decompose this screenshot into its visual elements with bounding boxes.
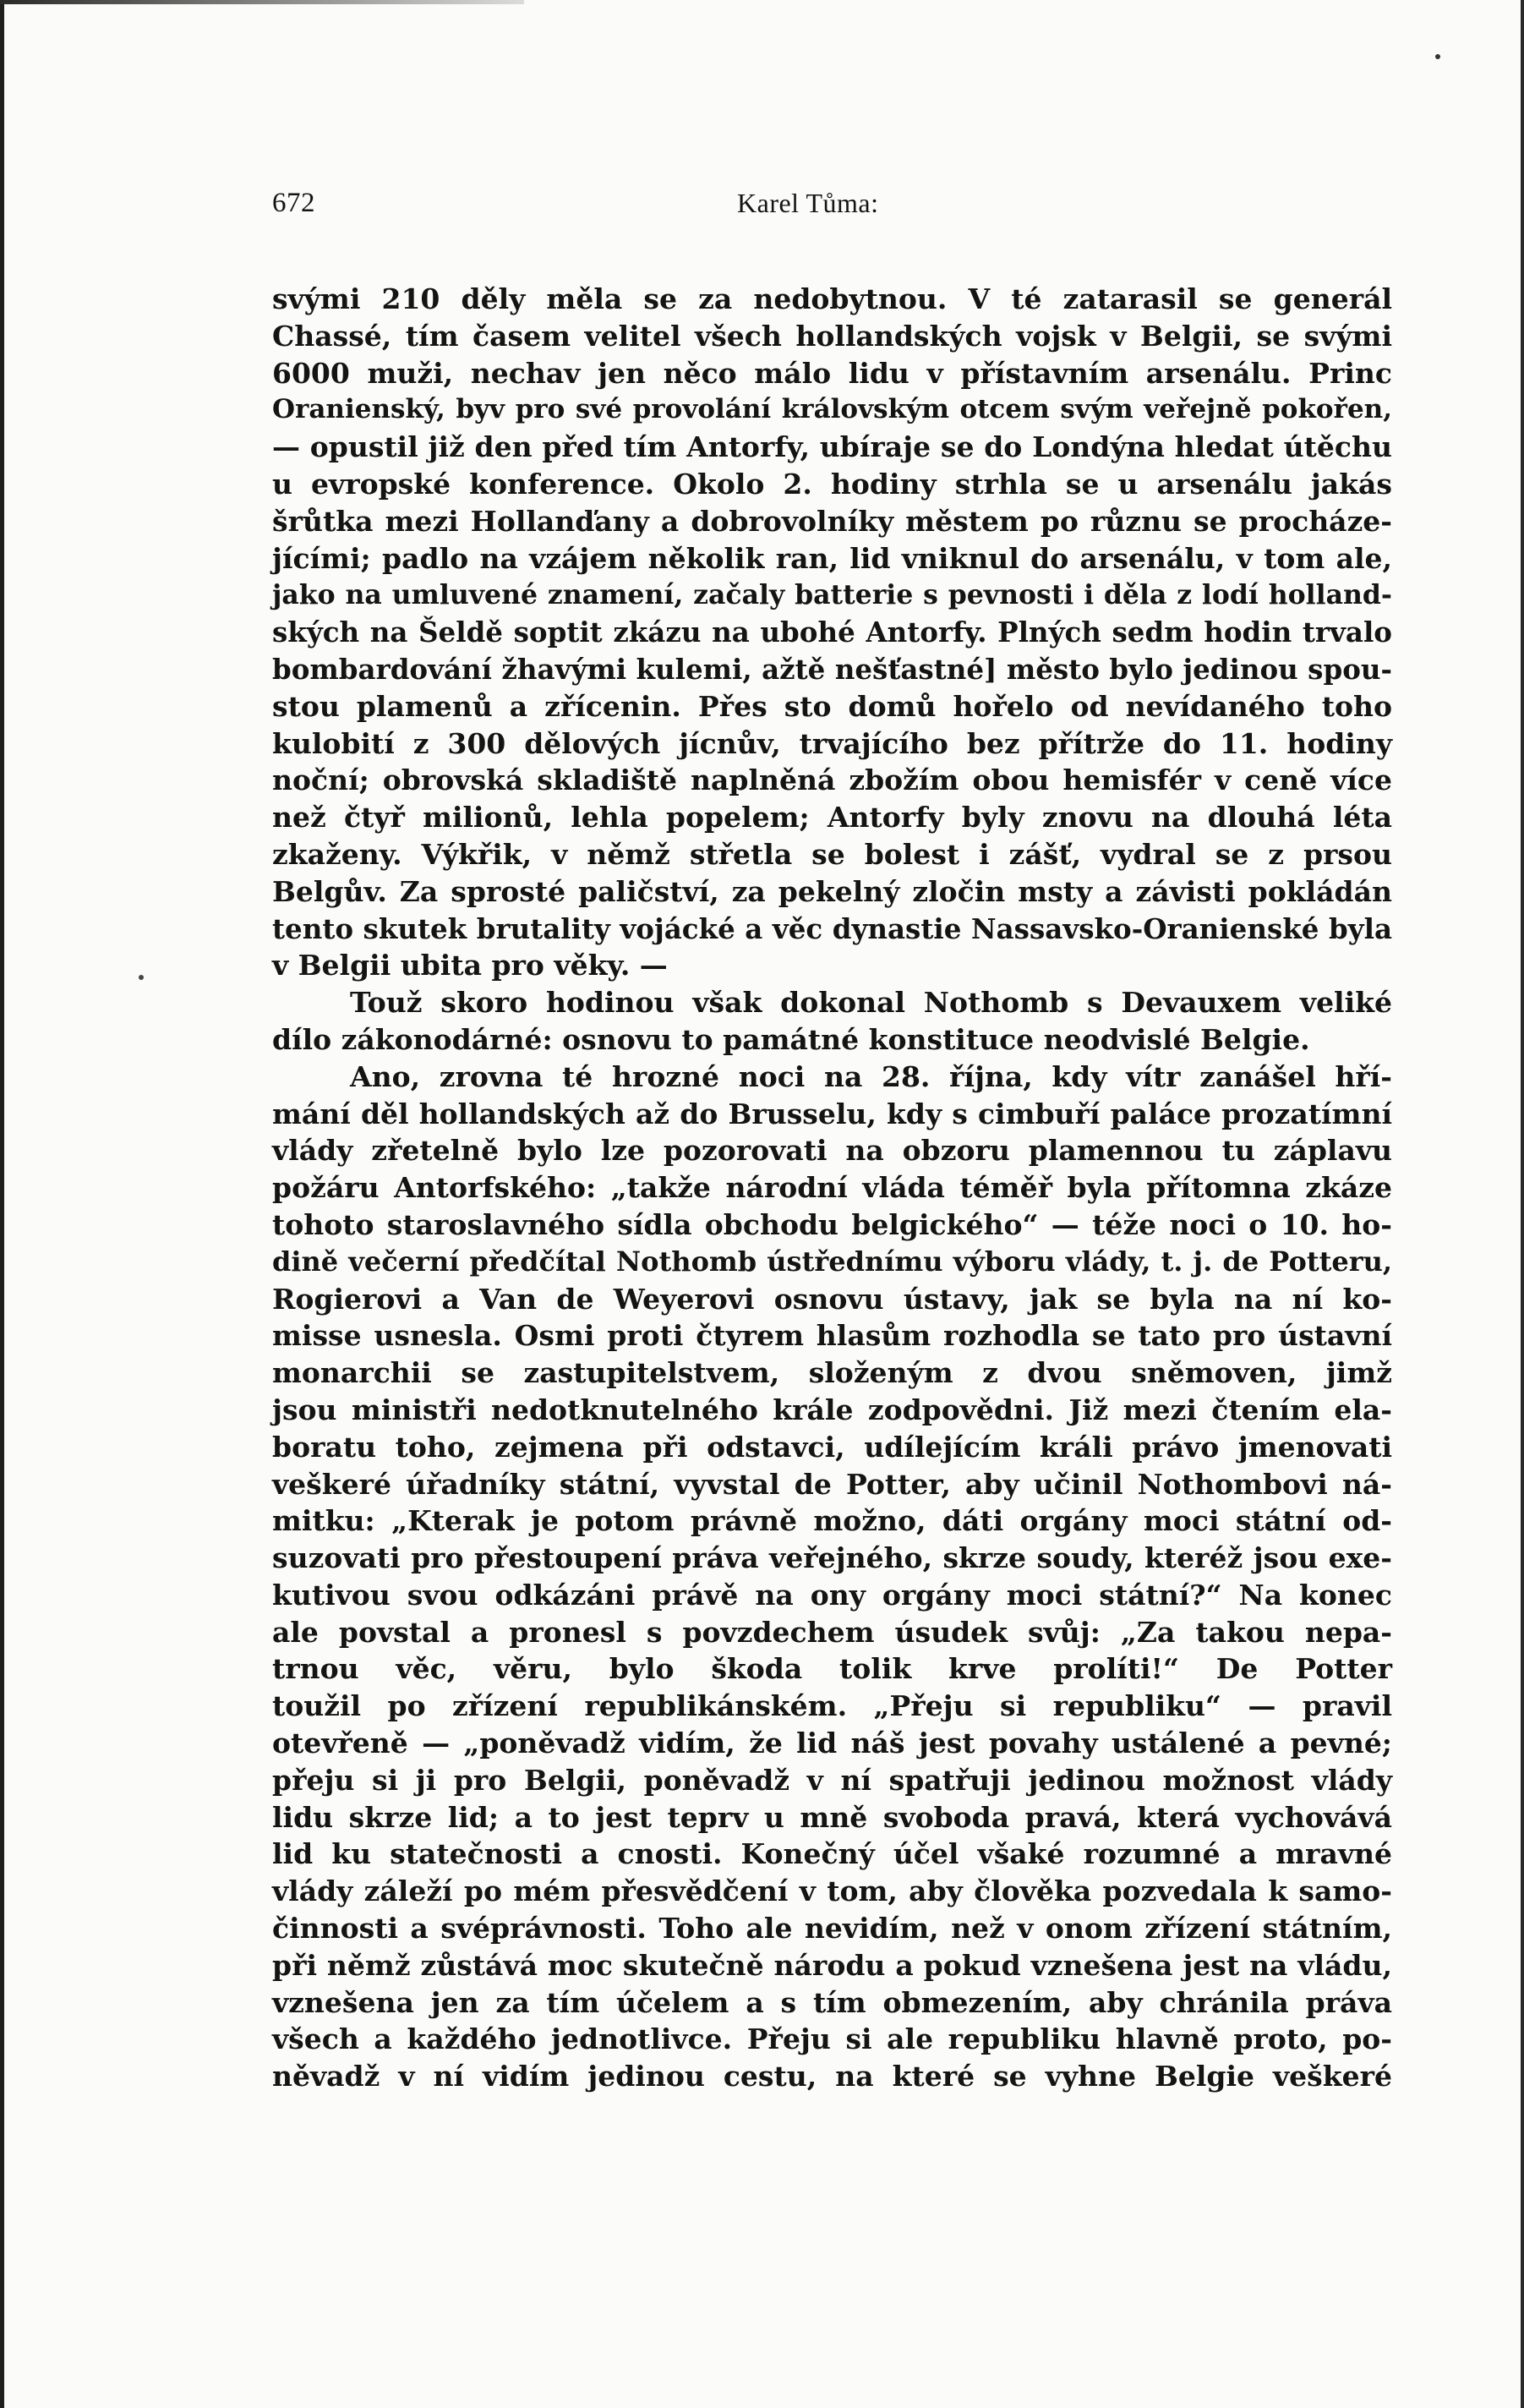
- text-line: tento skutek brutality vojácké a věc dynastie Nassavsko-Oranienské byla: [272, 911, 1392, 945]
- text-line: kulobití z 300 dělových jícnův, trvajícího bez přítrže do 11. hodiny: [272, 726, 1392, 760]
- text-line: požáru Antorfského: „takže národní vláda téměř byla přítomna zkáze: [272, 1171, 1392, 1205]
- text-line: mání děl hollandských až do Brusselu, kdy s cimbuří paláce prozatímní: [272, 1097, 1392, 1130]
- text-line: něvadž v ní vidím jedinou cestu, na které se vyhne Belgie veškeré: [272, 2060, 1392, 2093]
- text-line: otevřeně — „poněvadž vidím, že lid náš jest povahy ustálené a pevné;: [272, 1727, 1392, 1760]
- text-line: bombardování žhavými kulemi, ažtě nešťastné] město bylo jedinou spou-: [272, 652, 1392, 686]
- text-line: — opustil již den před tím Antorfy, ubíraje se do Londýna hledat útěchu: [272, 430, 1392, 464]
- scan-speck: [1435, 54, 1440, 59]
- text-line: kutivou svou odkázáni právě na ony orgány moci státní?“ Na konec: [272, 1578, 1392, 1612]
- text-line: jako na umluvené znamení, začaly batterie s pevnosti i děla z lodí holland-: [272, 579, 1392, 611]
- text-line: dílo zákonodárné: osnovu to památné konstituce neodvislé Belgie.: [272, 1022, 1310, 1056]
- text-line: ských na Šeldě soptit zkázu na ubohé Antorfy. Plných sedm hodin trvalo: [272, 616, 1392, 649]
- text-line: Ano, zrovna té hrozné noci na 28. října, kdy vítr zanášel hří-: [350, 1059, 1392, 1093]
- text-line: trnou věc, věru, bylo škoda tolik krve prolíti!“ De Potter: [272, 1652, 1392, 1686]
- text-line: Rogierovi a Van de Weyerovi osnovu ústavy, jak se byla na ní ko-: [272, 1282, 1392, 1316]
- text-line: ale povstal a pronesl s povzdechem úsudek svůj: „Za takou nepa-: [272, 1615, 1392, 1649]
- body-text: [272, 281, 1392, 2095]
- text-line: noční; obrovská skladiště naplněná zbožím obou hemisfér v ceně více: [272, 763, 1392, 797]
- text-line: dině večerní předčítal Nothomb ústřednímu výboru vlády, t. j. de Potteru,: [272, 1245, 1392, 1278]
- text-line: mitku: „Kterak je potom právně možno, dáti orgány moci státní od-: [272, 1504, 1392, 1538]
- text-line: než čtyř milionů, lehla popelem; Antorfy byly znovu na dlouhá léta: [272, 801, 1392, 835]
- text-line: tohoto staroslavného sídla obchodu belgického“ — téže noci o 10. ho-: [272, 1207, 1392, 1241]
- running-title: Karel Tůma:: [737, 188, 879, 218]
- text-line: svými 210 děly měla se za nedobytnou. V té zatarasil se generál: [272, 282, 1392, 315]
- text-line: přeju si ji pro Belgii, poněvadž v ní spatřuji jedinou možnost vlády: [272, 1763, 1392, 1797]
- page-number: 672: [272, 188, 315, 218]
- scan-edge-top: [0, 0, 524, 4]
- text-line: zkaženy. Výkřik, v němž střetla se bolest i zášť, vydral se z prsou: [272, 837, 1392, 871]
- margin-dot: [139, 975, 144, 980]
- text-line: činnosti a svéprávnosti. Toho ale nevidím, než v onom zřízení státním,: [272, 1912, 1392, 1946]
- text-line: vznešena jen za tím účelem a s tím obmezením, aby chránila práva: [272, 1985, 1392, 2019]
- text-line: všech a každého jednotlivce. Přeju si ale republiku hlavně proto, po-: [272, 2022, 1392, 2056]
- text-line: lidu skrze lid; a to jest teprv u mně svoboda pravá, která vychovává: [272, 1800, 1392, 1834]
- text-line: toužil po zřízení republikánském. „Přeju si republiku“ — pravil: [272, 1689, 1392, 1723]
- text-line: jsou ministři nedotknutelného krále zodpovědni. Již mezi čtením ela-: [272, 1393, 1392, 1426]
- text-line: šrůtka mezi Hollanďany a dobrovolníky městem po různu se procháze-: [272, 504, 1392, 538]
- text-line: při němž zůstává moc skutečně národu a pokud vznešena jest na vládu,: [272, 1948, 1392, 1982]
- scan-edge-right: [1521, 0, 1524, 2408]
- text-line: misse usnesla. Osmi proti čtyrem hlasům rozhodla se tato pro ústavní: [272, 1319, 1392, 1353]
- text-line: Chassé, tím časem velitel všech hollandských vojsk v Belgii, se svými: [272, 319, 1392, 353]
- running-head: [272, 188, 1392, 230]
- text-line: Touž skoro hodinou však dokonal Nothomb s Devauxem veliké: [350, 986, 1392, 1020]
- text-line: vlády záleží po mém přesvědčení v tom, aby člověka pozvedala k samo-: [272, 1874, 1392, 1908]
- text-line: suzovati pro přestoupení práva veřejného, skrze soudy, kteréž jsou exe-: [272, 1541, 1392, 1575]
- scan-edge-left: [0, 0, 4, 2408]
- text-line: lid ku statečnosti a cnosti. Konečný účel všaké rozumné a mravné: [272, 1837, 1392, 1871]
- text-line: Belgův. Za sprosté paličství, za pekelný zločin msty a závisti pokládán: [272, 874, 1392, 908]
- text-line: Oranienský, byv pro své provolání královským otcem svým veřejně pokořen,: [272, 394, 1392, 425]
- text-line: veškeré úřadníky státní, vyvstal de Potter, aby učinil Nothombovi ná-: [272, 1467, 1392, 1501]
- text-line: jícími; padlo na vzájem několik ran, lid vniknul do arsenálu, v tom ale,: [272, 541, 1392, 575]
- text-line: boratu toho, zejmena při odstavci, udílejícím králi právo jmenovati: [272, 1430, 1392, 1464]
- text-line: u evropské konference. Okolo 2. hodiny strhla se u arsenálu jakás: [272, 467, 1392, 501]
- text-line: v Belgii ubita pro věky. —: [272, 949, 668, 982]
- text-line: monarchii se zastupitelstvem, složeným z dvou sněmoven, jimž: [272, 1356, 1392, 1390]
- text-line: stou plamenů a zřícenin. Přes sto domů hořelo od nevídaného toho: [272, 689, 1392, 723]
- text-line: 6000 muži, nechav jen něco málo lidu v přístavním arsenálu. Princ: [272, 356, 1392, 390]
- text-line: vlády zřetelně bylo lze pozorovati na obzoru plamennou tu záplavu: [272, 1134, 1392, 1168]
